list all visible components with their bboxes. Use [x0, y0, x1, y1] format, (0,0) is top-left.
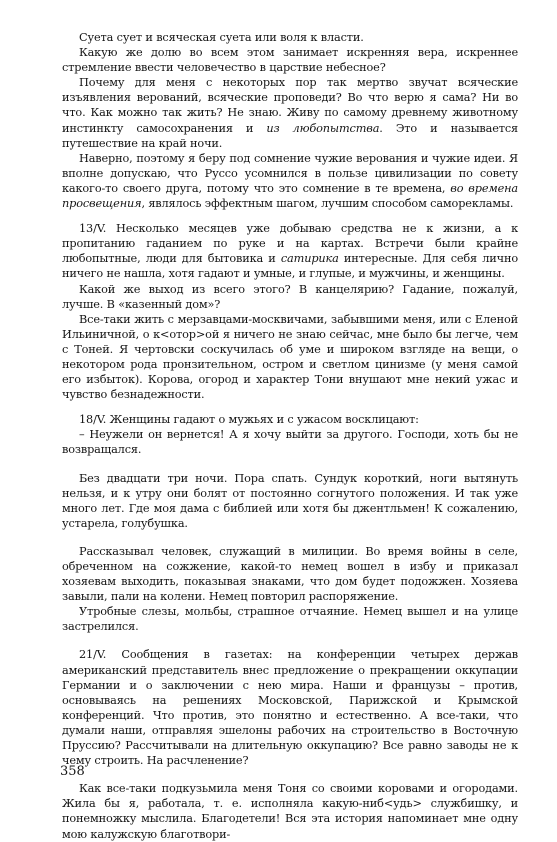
text-run: 21/V. Сообщения в газетах: на конференции четырех держав американский представитель внес предложение о прекращении оккупации Германии и о заключении с нею мира. Наши и французы – против, основываясь на решениях Московской, Парижской и Крымской конференций. Что против, это понятно и естественно. А все-таки, что думали наши, отправляя эшелоны рабочих на строительство в Восточную Пруссию? Рассчитывали на длительную оккупацию? Все равно заводы не к чему строить. На расчленение? — [62, 648, 518, 768]
text-run: Утробные слезы, мольбы, страшное отчаяние. Немец вышел и на улице застрелился. — [62, 605, 518, 634]
page-number: 358 — [60, 764, 85, 779]
text-run: Как все-таки подкузьмила меня Тоня со своими коровами и огородами. Жила бы я, работала, т. е. исполняла какую-ниб<удь> службишку, и понемножку мыслила. Благодетели! Вся эта история напоминает мне одну мою калужскую благотвори- — [62, 782, 518, 841]
paragraph-gap — [62, 768, 518, 781]
paragraph — [62, 75, 518, 150]
text-run: Суета сует и всяческая суета или воля к власти. — [79, 31, 364, 44]
text-run: Какую же долю во всем этом занимает искренняя вера, искреннее стремление ввести человечество в царствие небесное? — [62, 46, 518, 75]
text-run: , являлось эффектным шагом, лучшим способом саморекламы. — [141, 197, 514, 211]
text-run: Все-таки жить с мерзавцами-москвичами, забывшими меня, или с Еленой Ильиничной, о к<отор>ой я ничего не знаю сейчас, мне было бы легче, чем с Тоней. Я чертовски соскучилась об уме и широком взгляде на вещи, о некотором рода пронзительном, остром и светлом цинизме (у меня самой его избыток). Корова, огород и характер Тони внушают мне некий ужас и чувство безнадежности. — [62, 312, 518, 402]
text-run: – Неужели он вернется! А я хочу выйти за другого. Господи, хоть бы не возвращался. — [62, 428, 518, 457]
italic-text: из любопытства — [266, 121, 380, 135]
paragraph — [62, 30, 518, 45]
paragraph — [62, 45, 518, 75]
text-run: Почему для меня с некоторых пор так мертво звучат всяческие изъявления верований, всяческие проповеди? Во что верю я сама? Ни во что. Как можно так жить? Не знаю. Живу по самому древнему животному инстинкту самосохранения и — [62, 76, 518, 135]
text-run: Рассказывал человек, служащий в милиции. Во время войны в селе, обреченном на сожжение, какой-то немец вошел в избу и приказал хозяевам выходить, показывая знаками, что дом будет подожжен. Хозяева завыли, пали на колени. Немец повторил распоряжение. — [62, 544, 518, 604]
paragraph-gap — [62, 402, 518, 412]
text-run: 13/V. Несколько месяцев уже добываю средства не к жизни, а к пропитанию гаданием по руке и на картах. Встречи были крайне любопытные, люди для бытовика и — [62, 222, 518, 266]
paragraph — [62, 312, 518, 403]
paragraph — [62, 647, 518, 768]
paragraph — [62, 412, 518, 427]
paragraph — [62, 604, 518, 634]
italic-text: во времена просвещения — [62, 181, 518, 211]
text-run: . Это и называется путешествие на край ночи. — [62, 121, 519, 150]
paragraph — [62, 221, 518, 281]
text-run: Какой же выход из всего этого? В канцелярию? Гадание, пожалуй, лучше. В «казенный дом»? — [62, 282, 518, 311]
paragraph — [62, 427, 518, 457]
paragraph — [62, 781, 518, 841]
paragraph — [62, 282, 518, 312]
italic-text: сатирика — [280, 252, 339, 266]
paragraph — [62, 544, 518, 604]
paragraph-gap — [62, 458, 518, 471]
text-run: интересные. Для себя лично ничего не нашла, хотя гадают и умные, и глупые, и мужчины, и женщины. — [62, 252, 518, 281]
text-run: Без двадцати три ночи. Пора спать. Сундук короткий, ноги вытянуть нельзя, и к утру они болят от постоянно согнутого положения. И так уже много лет. Где моя дама с библией или хотя бы джентльмен! К сожалению, устарела, голубушка. — [62, 471, 518, 530]
paragraph-gap — [62, 531, 518, 544]
page-body — [62, 30, 518, 842]
text-run: 18/V. Женщины гадают о мужьях и с ужасом восклицают: — [79, 413, 419, 427]
paragraph-gap — [62, 634, 518, 647]
text-run: Наверно, поэтому я беру под сомнение чужие верования и чужие идеи. Я вполне допускаю, что Руссо усомнился в пользе цивилизации по совету какого-то своего друга, потому что это сомнение в те времена, — [62, 151, 518, 195]
paragraph — [62, 471, 518, 531]
paragraph — [62, 151, 518, 211]
paragraph-gap — [62, 211, 518, 221]
